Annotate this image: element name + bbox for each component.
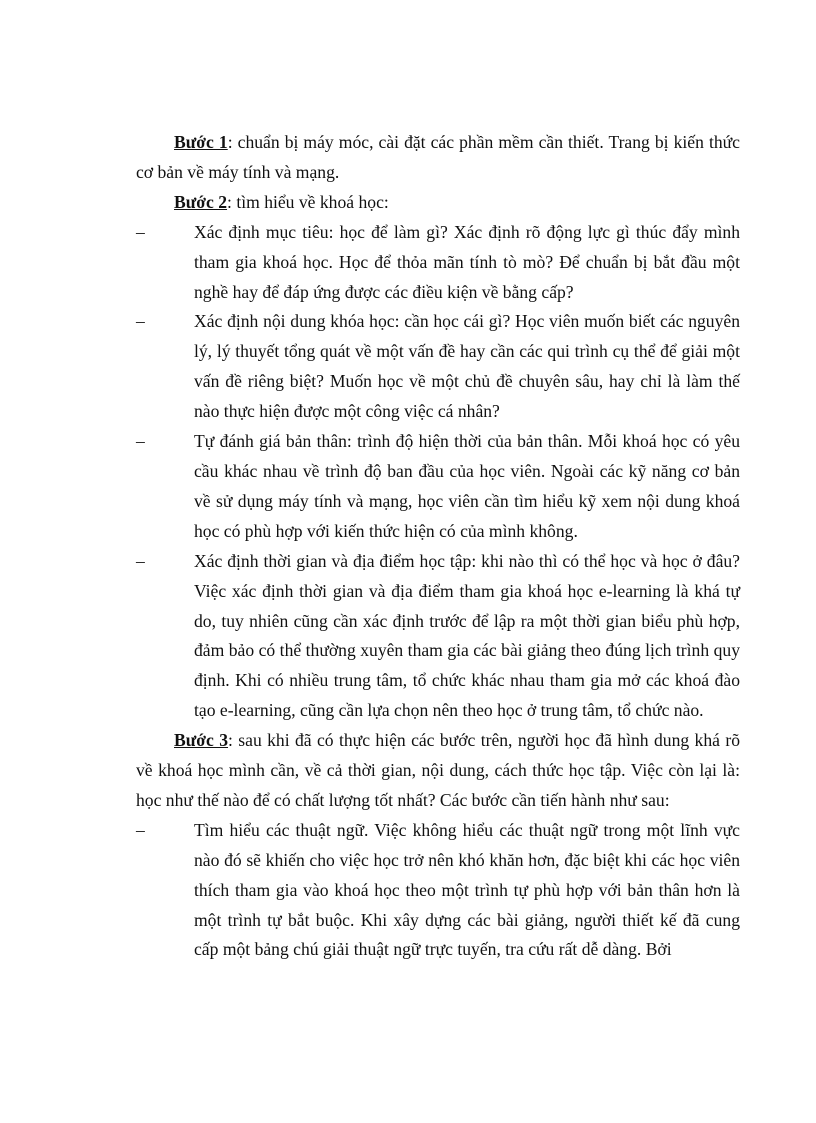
bullet-dash-icon: – <box>136 550 145 571</box>
bullet-text: Xác định nội dung khóa học: cần học cái gì? Học viên muốn biết các nguyên lý, lý thuyết tổng quát về một vấn đề hay cần các qui trình cụ thể để giải một vấn đề riêng biệt? Muốn học về một chủ đề chuyên sâu, hay chỉ là làm thế nào thực hiện được một công việc cá nhân? <box>194 311 740 422</box>
step-2-bullet-time-place <box>136 547 740 726</box>
bullet-dash-icon: – <box>136 819 145 840</box>
bullet-dash-icon: – <box>136 431 145 452</box>
step-2-bullet-self-assessment <box>136 427 740 547</box>
bullet-text: Tự đánh giá bản thân: trình độ hiện thời của bản thân. Mỗi khoá học có yêu cầu khác nhau về trình độ ban đầu của học viên. Ngoài các kỹ năng cơ bản về sử dụng máy tính và mạng, học viên cần tìm hiểu kỹ xem nội dung khoá học có phù hợp với kiến thức hiện có của mình không. <box>194 431 740 541</box>
step-1-label: Bước 1 <box>174 132 228 152</box>
step-3-bullet-terminology <box>136 816 740 966</box>
step-2-bullet-content <box>136 307 740 427</box>
step-1-paragraph <box>136 128 740 188</box>
step-2-label: Bước 2 <box>174 191 228 212</box>
bullet-dash-icon: – <box>136 311 145 332</box>
step-2-paragraph <box>136 188 740 218</box>
step-3-label: Bước 3 <box>174 730 229 751</box>
step-2-bullet-goals <box>136 218 740 308</box>
step-2-text: : tìm hiểu về khoá học: <box>227 191 389 212</box>
bullet-dash-icon: – <box>136 221 145 242</box>
step-3-text: : sau khi đã có thực hiện các bước trên, người học đã hình dung khá rõ về khoá học mình cần, về cả thời gian, nội dung, cách thức học tập. Việc còn lại là: học như thế nào để có chất lượng tốt nhất? Các bước cần tiến hành như sau: <box>136 730 740 810</box>
bullet-text: Tìm hiểu các thuật ngữ. Việc không hiểu các thuật ngữ trong một lĩnh vực nào đó sẽ khiến cho việc học trở nên khó khăn hơn, đặc biệt khi các học viên thích tham gia vào khoá học theo một trình tự phù hợp với bản thân hơn là một trình tự bắt buộc. Khi xây dựng các bài giảng, người thiết kế đã cung cấp một bảng chú giải thuật ngữ trực tuyến, tra cứu rất dễ dàng. Bởi <box>194 819 740 960</box>
document-body <box>136 128 740 965</box>
step-3-paragraph <box>136 726 740 816</box>
step-1-text: : chuẩn bị máy móc, cài đặt các phần mềm cần thiết. Trang bị kiến thức cơ bản về máy tính và mạng. <box>136 132 740 182</box>
bullet-text: Xác định thời gian và địa điểm học tập: khi nào thì có thể học và học ở đâu? Việc xác định thời gian và địa điểm tham gia khoá học e-learning là khá tự do, tuy nhiên cũng cần xác định trước để lập ra một thời gian biểu phù hợp, đảm bảo có thể thường xuyên tham gia các bài giảng theo đúng lịch trình quy định. Khi có nhiều trung tâm, tổ chức khác nhau tham gia mở các khoá đào tạo e-learning, cũng cần lựa chọn nên theo học ở trung tâm, tổ chức nào. <box>194 550 740 721</box>
bullet-text: Xác định mục tiêu: học để làm gì? Xác định rõ động lực gì thúc đẩy mình tham gia khoá học. Học để thỏa mãn tính tò mò? Để chuẩn bị bắt đầu một nghề hay để đáp ứng được các điều kiện về bằng cấp? <box>194 221 740 302</box>
